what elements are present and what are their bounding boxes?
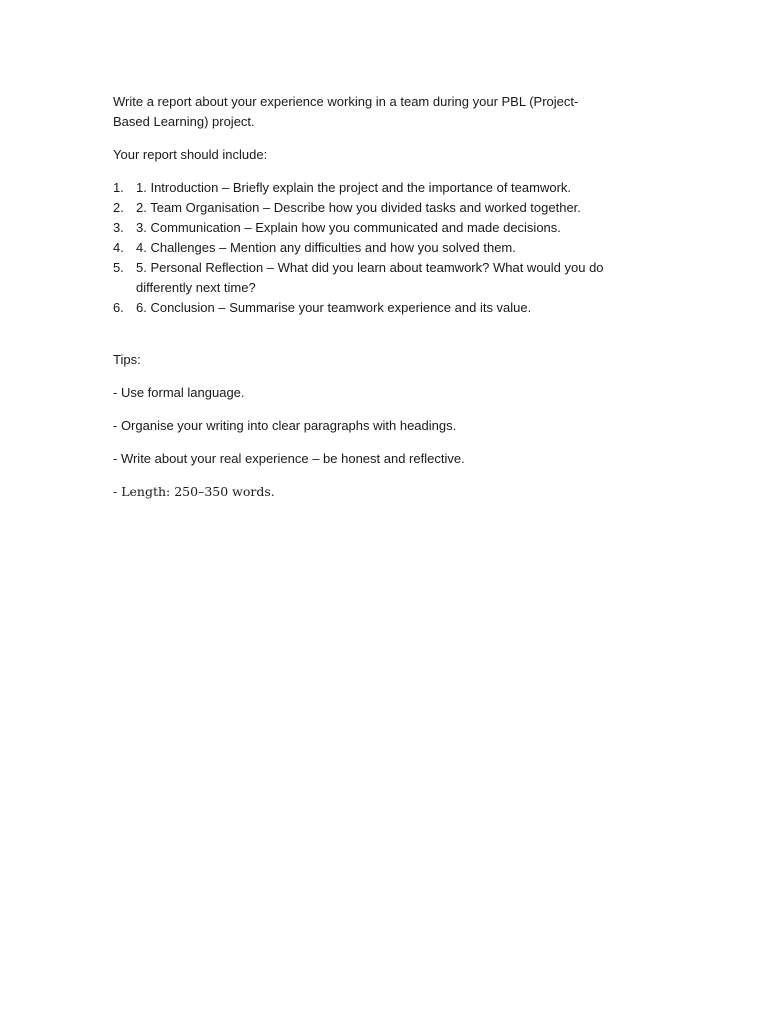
list-item [113, 198, 613, 218]
list-number: 5. [113, 260, 124, 275]
tip-paragraphs: - Organise your writing into clear paragraphs with headings. [113, 418, 457, 433]
tip-real-experience: - Write about your real experience – be honest and reflective. [113, 451, 465, 466]
list-number: 1. [113, 180, 124, 195]
tip-length: - Length: 250–350 words. [113, 484, 275, 499]
list-item-text: 5. Personal Reflection – What did you learn about teamwork? What would you do differently next time? [136, 260, 604, 295]
tips-heading: Tips: [113, 352, 141, 367]
section-spacer [113, 318, 613, 350]
tip-formal-language: - Use formal language. [113, 385, 245, 400]
list-item [113, 178, 613, 198]
list-number: 2. [113, 200, 124, 215]
list-item [113, 298, 613, 318]
requirements-list [113, 178, 613, 318]
list-item [113, 238, 613, 258]
list-item-text: 6. Conclusion – Summarise your teamwork experience and its value. [136, 300, 532, 315]
intro-paragraph: Write a report about your experience working in a team during your PBL (Project-Based Learning) project. [113, 94, 579, 129]
include-heading: Your report should include: [113, 147, 268, 162]
list-item-text: 4. Challenges – Mention any difficulties and how you solved them. [136, 240, 516, 255]
list-number: 4. [113, 240, 124, 255]
list-item-text: 2. Team Organisation – Describe how you divided tasks and worked together. [136, 200, 581, 215]
document-body [113, 92, 613, 515]
list-number: 6. [113, 300, 124, 315]
list-item [113, 218, 613, 238]
list-item-text: 1. Introduction – Briefly explain the project and the importance of teamwork. [136, 180, 572, 195]
list-item-text: 3. Communication – Explain how you communicated and made decisions. [136, 220, 561, 235]
list-number: 3. [113, 220, 124, 235]
list-item [113, 258, 613, 298]
